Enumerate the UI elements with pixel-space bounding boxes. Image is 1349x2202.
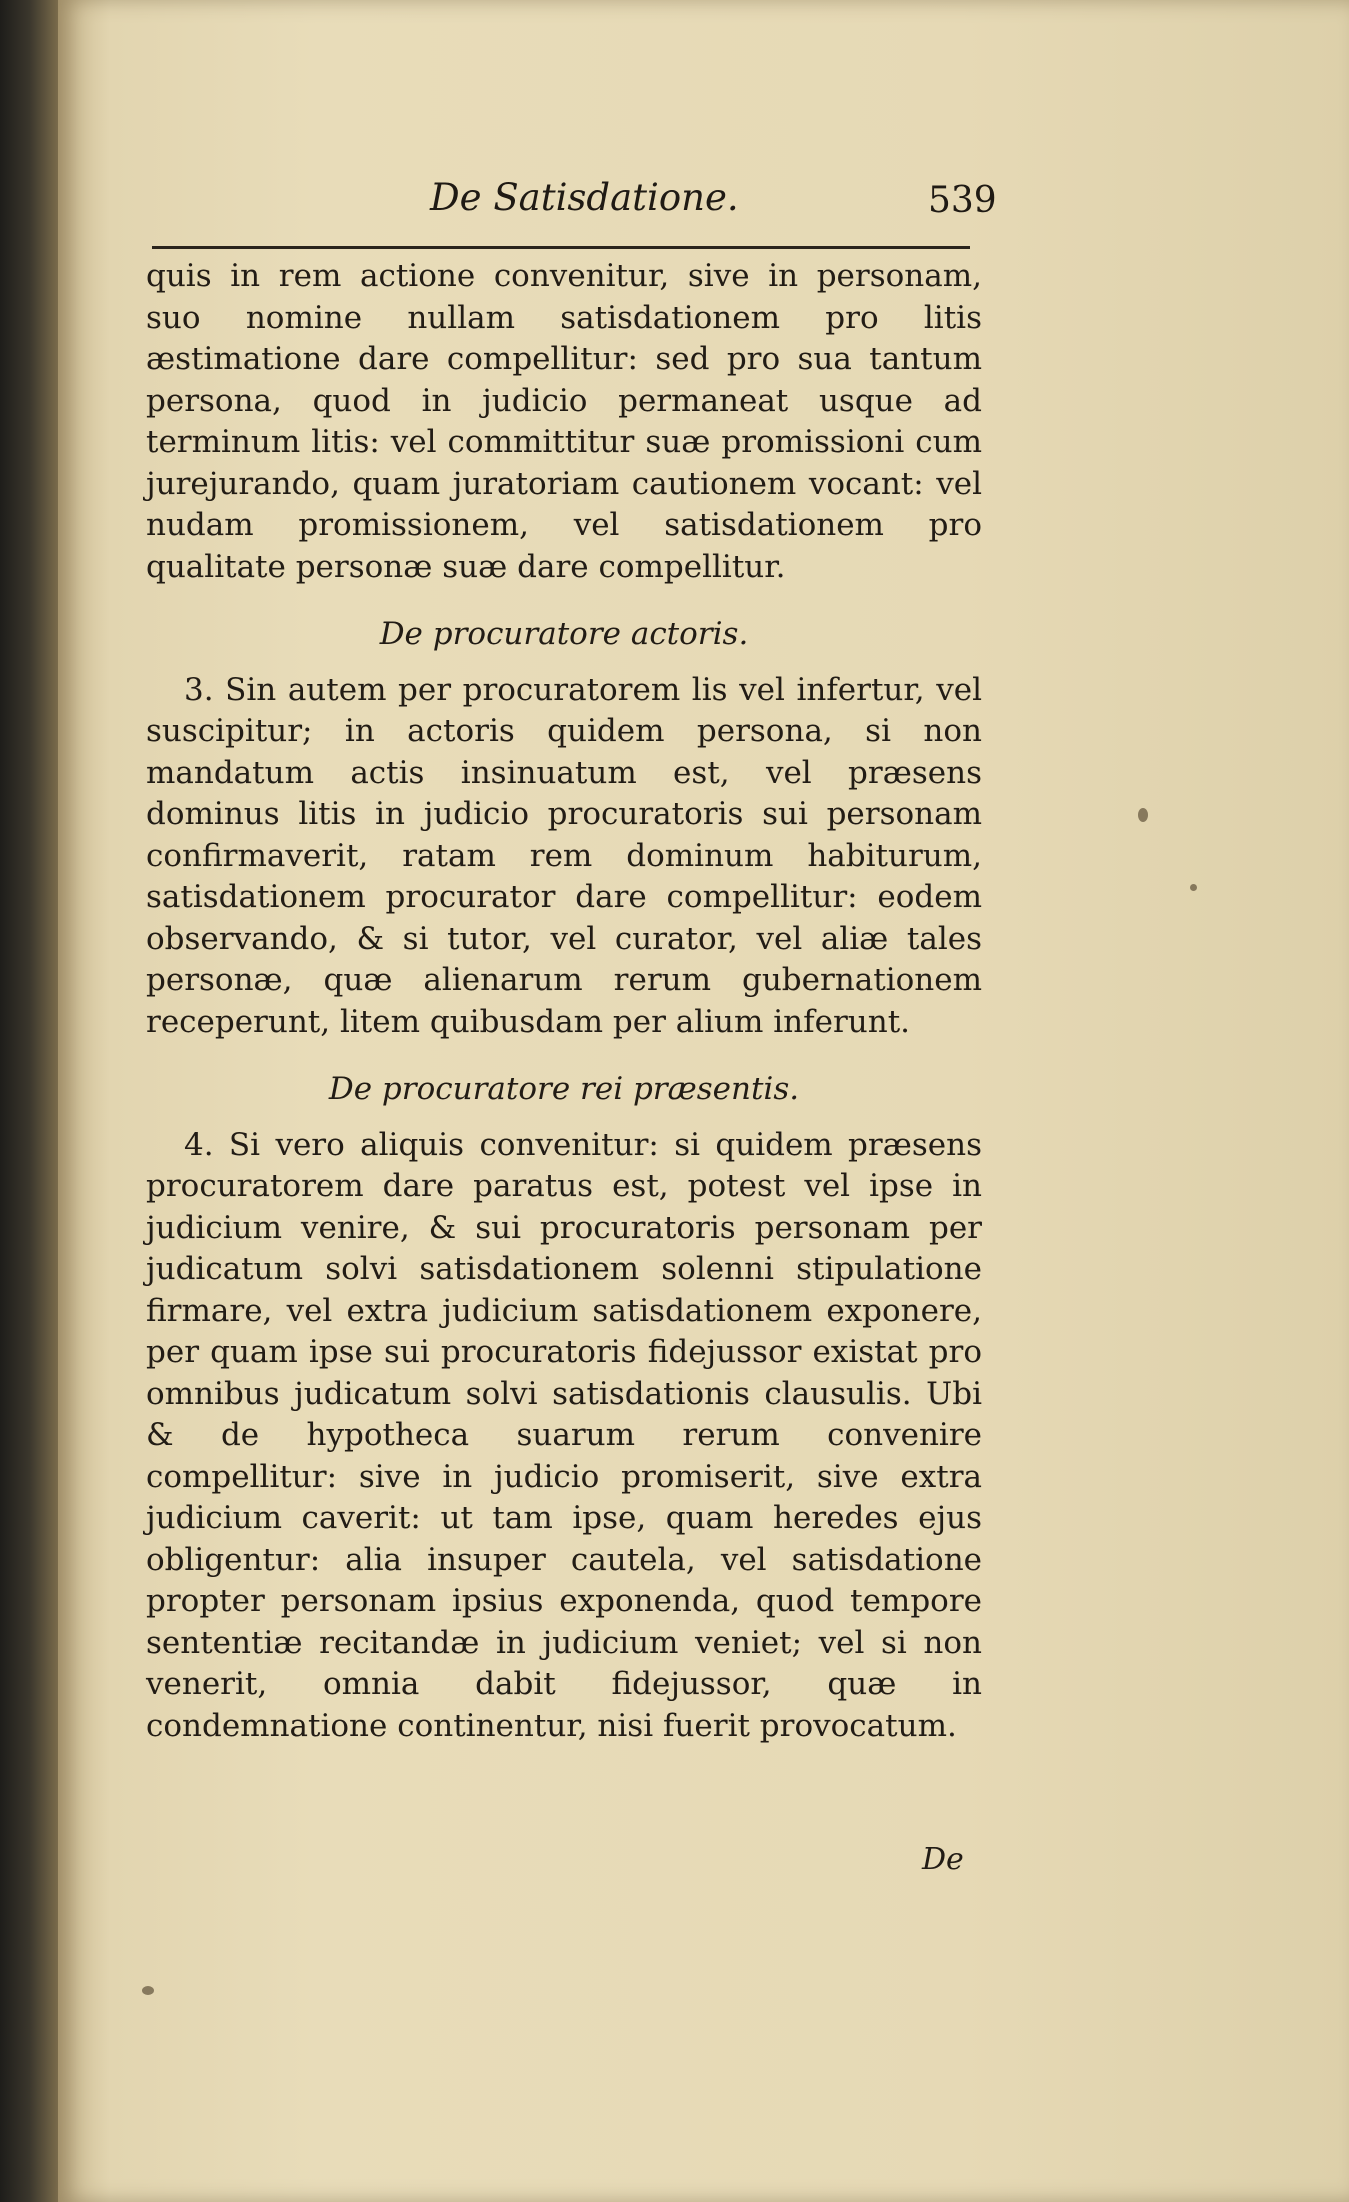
running-head-title: De Satisdatione. — [430, 176, 739, 219]
paragraph-3: 3. Sin autem per procuratorem lis vel infertur, vel suscipitur; in actoris quidem persona, si non mandatum actis insinuatum est, vel præsens dominus litis in judicio procuratoris sui personam confirmaverit, ratam rem dominum habiturum, satisdationem procurator dare compellitur: eodem observando, & si tutor, vel curator, vel aliæ tales personæ, quæ alienarum rerum gubernationem receperunt, litem quibusdam per alium inferunt. — [146, 671, 982, 1040]
paragraph-4: 4. Si vero aliquis convenitur: si quidem præsens procuratorem dare paratus est, potest vel ipse in judicium venire, & sui procuratoris personam per judicatum solvi satisdationem solenni stipulatione firmare, vel extra judicium satisdationem exponere, per quam ipse sui procuratoris fidejussor existat pro omnibus judicatum solvi satisdationis clausulis. Ubi & de hypotheca suarum rerum convenire compellitur: sive in judicio promiserit, sive extra judicium caverit: ut tam ipse, quam heredes ejus obligentur: alia insuper cautela, vel satisdatione propter personam ipsius exponenda, quod tempore sententiæ recitandæ in judicium veniet; vel si non venerit, omnia dabit fidejussor, quæ in condemnatione continentur, nisi fuerit provocatum. — [146, 1126, 982, 1744]
section-heading-procurator-rei: De procuratore rei præsentis. — [328, 1071, 800, 1107]
book-gutter — [0, 0, 58, 2202]
catchword: De — [922, 1842, 964, 1877]
running-head — [0, 176, 1349, 226]
page-number: 539 — [928, 180, 997, 221]
ink-spot — [1190, 884, 1197, 891]
ink-spot — [1138, 808, 1148, 822]
ink-spot — [142, 1986, 154, 1995]
paragraph-continuation: quis in rem actione convenitur, sive in personam, suo nomine nullam satisdationem pro litis æstimatione dare compellitur: sed pro sua tantum persona, quod in judicio permaneat usque ad terminum litis: vel committitur suæ promissioni cum jurejurando, quam juratoriam cautionem vocant: vel nudam promissionem, vel satisdationem pro qualitate personæ suæ dare compellitur. — [146, 258, 982, 585]
body-text — [146, 256, 982, 1747]
header-rule — [152, 246, 970, 249]
section-heading-procurator-actoris: De procuratore actoris. — [379, 616, 749, 652]
